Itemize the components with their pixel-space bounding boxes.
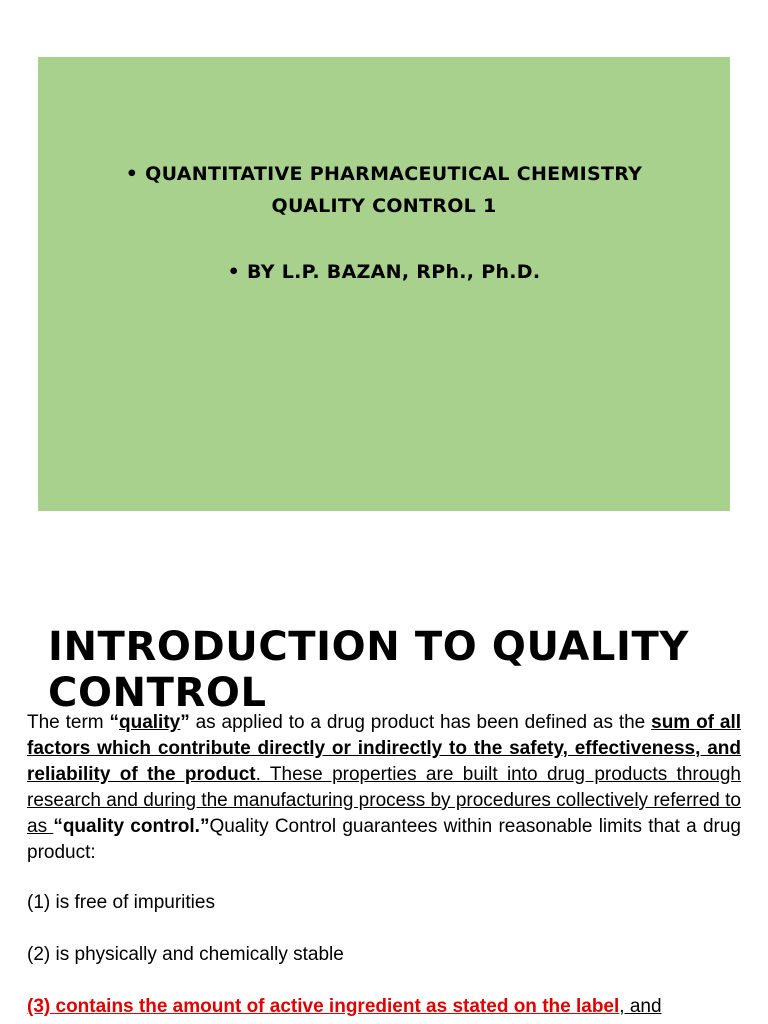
list-item-highlight bbox=[27, 994, 741, 1020]
bullet: • bbox=[227, 261, 241, 283]
quote-open: “ bbox=[109, 712, 119, 733]
quality-term: quality bbox=[119, 712, 181, 733]
course-title: QUANTITATIVE PHARMACEUTICAL CHEMISTRY bbox=[145, 163, 643, 185]
list-item: (1) is free of impurities bbox=[27, 892, 215, 913]
intro-text: . These properties are built into drug products through research and during the manufacturing process by procedures collectively referred to as bbox=[27, 764, 741, 837]
title-line-author bbox=[38, 261, 730, 283]
quality-definition: sum of all factors which contribute directly or indirectly to the safety, effectiveness, and reliability of the product bbox=[27, 712, 742, 785]
intro-text: Quality Control guarantees within reasonable limits that a drug product: bbox=[27, 816, 741, 863]
quote-close: ” bbox=[180, 712, 190, 733]
bullet: • bbox=[125, 163, 139, 185]
title-slide bbox=[38, 57, 730, 511]
qc-term: “quality control.” bbox=[53, 816, 210, 837]
title-line-subtitle: QUALITY CONTROL 1 bbox=[271, 195, 497, 217]
intro-text: The term bbox=[27, 712, 110, 733]
highlight-text: (3) contains the amount of active ingredient as stated on the label bbox=[27, 996, 620, 1017]
author: BY L.P. BAZAN, RPh., Ph.D. bbox=[246, 261, 541, 283]
list-item: (2) is physically and chemically stable bbox=[27, 944, 344, 965]
item-tail: , and bbox=[619, 996, 662, 1017]
section-heading: INTRODUCTION TO QUALITY CONTROL bbox=[48, 624, 689, 716]
intro-text: as applied to a drug product has been defined as the bbox=[189, 712, 652, 733]
title-line-course bbox=[38, 163, 730, 185]
intro-paragraph bbox=[27, 710, 741, 866]
